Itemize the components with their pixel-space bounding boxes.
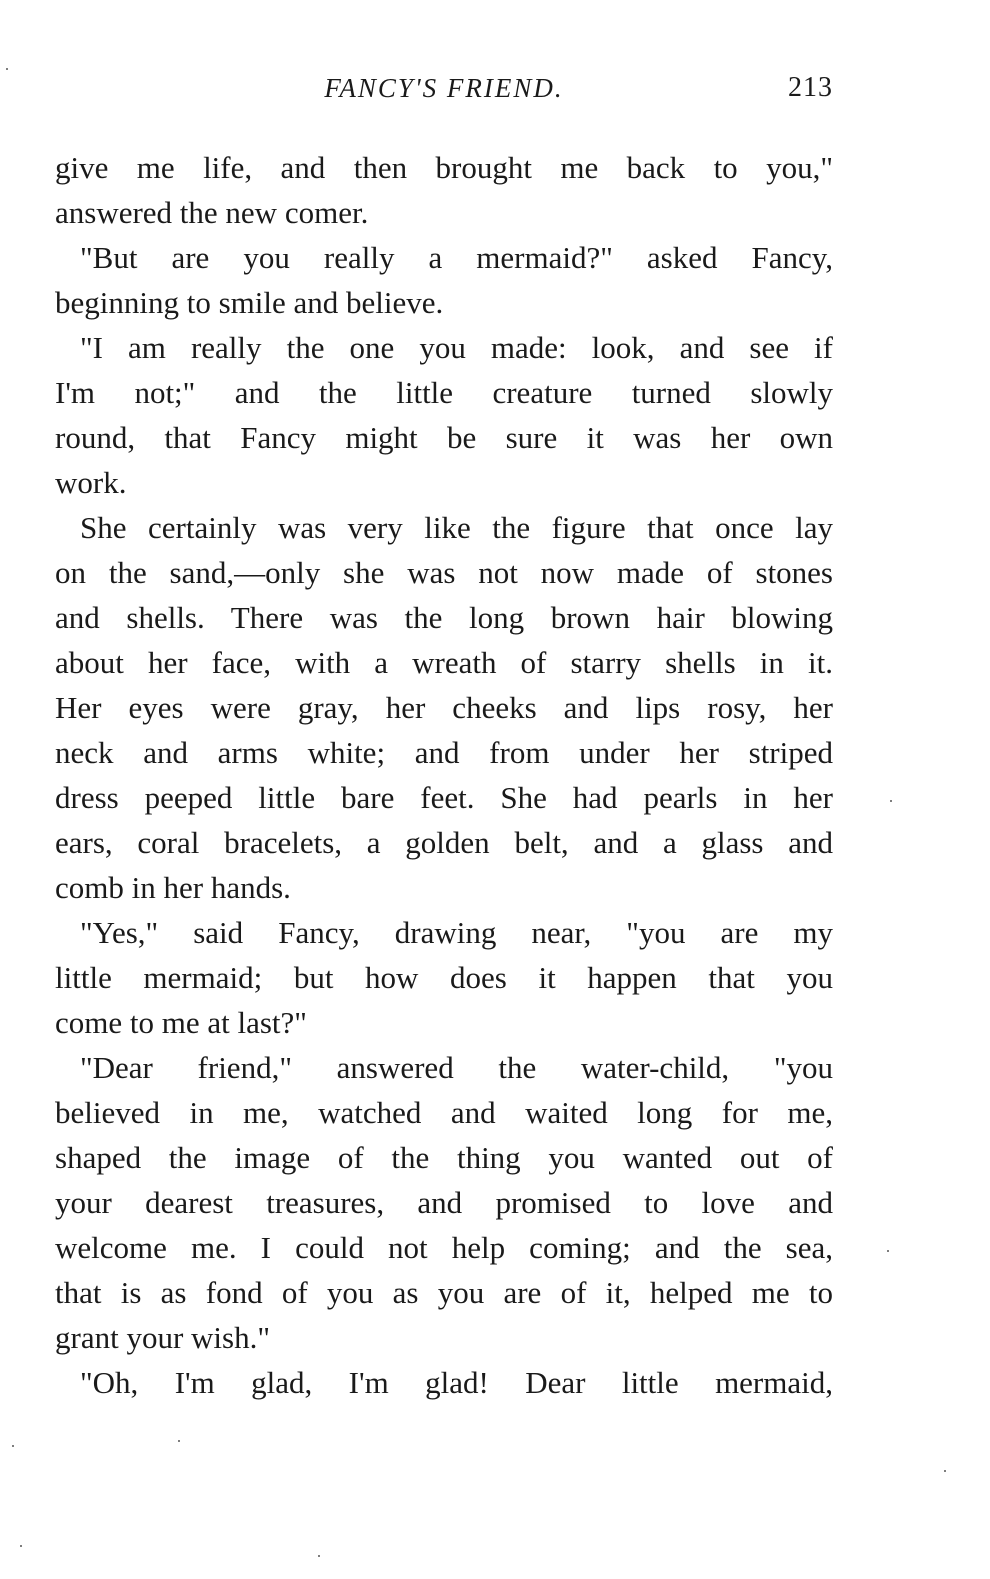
scan-speck [6, 68, 8, 70]
text-line: "Dear friend," answered the water-child, "you [80, 1050, 833, 1085]
page-number: 213 [788, 72, 833, 103]
text-line: Her eyes were gray, her cheeks and lips rosy, her [55, 690, 833, 725]
text-line: I'm not;" and the little creature turned slowly [55, 375, 833, 410]
text-line: believed in me, watched and waited long for me, [55, 1095, 833, 1130]
scan-speck [20, 1545, 22, 1547]
text-line: round, that Fancy might be sure it was her own [55, 420, 833, 455]
text-line: work. [55, 465, 127, 500]
text-line: about her face, with a wreath of starry shells in it. [55, 645, 833, 680]
running-head: FANCY'S FRIEND. [324, 73, 564, 103]
text-line: "I am really the one you made: look, and see if [80, 330, 833, 365]
text-line: on the sand,—only she was not now made of stones [55, 555, 833, 590]
text-line: beginning to smile and believe. [55, 285, 444, 320]
page-header [55, 68, 833, 108]
text-line: "But are you really a mermaid?" asked Fancy, [80, 240, 833, 275]
text-line: neck and arms white; and from under her striped [55, 735, 833, 770]
scan-speck [178, 1440, 180, 1442]
scan-speck [12, 1445, 14, 1447]
text-line: dress peeped little bare feet. She had pearls in her [55, 780, 833, 815]
text-line: grant your wish." [55, 1320, 270, 1355]
text-line: come to me at last?" [55, 1005, 307, 1040]
body-text [55, 145, 833, 1405]
text-line: that is as fond of you as you are of it, helped me to [55, 1275, 833, 1310]
text-line: little mermaid; but how does it happen that you [55, 960, 833, 995]
text-line: welcome me. I could not help coming; and the sea, [55, 1230, 833, 1265]
scan-speck [944, 1470, 946, 1472]
scan-speck [887, 1250, 889, 1252]
text-line: "Oh, I'm glad, I'm glad! Dear little mermaid, [80, 1365, 833, 1400]
text-line: ears, coral bracelets, a golden belt, and a glass and [55, 825, 833, 860]
text-line: comb in her hands. [55, 870, 291, 905]
text-line: give me life, and then brought me back to you," [55, 150, 833, 185]
text-line: your dearest treasures, and promised to love and [55, 1185, 833, 1220]
scan-speck [890, 800, 892, 802]
text-line: answered the new comer. [55, 195, 369, 230]
text-line: shaped the image of the thing you wanted out of [55, 1140, 833, 1175]
text-line: and shells. There was the long brown hair blowing [55, 600, 833, 635]
text-line: "Yes," said Fancy, drawing near, "you are my [80, 915, 833, 950]
scan-speck [318, 1555, 320, 1557]
text-line: She certainly was very like the figure that once lay [80, 510, 833, 545]
